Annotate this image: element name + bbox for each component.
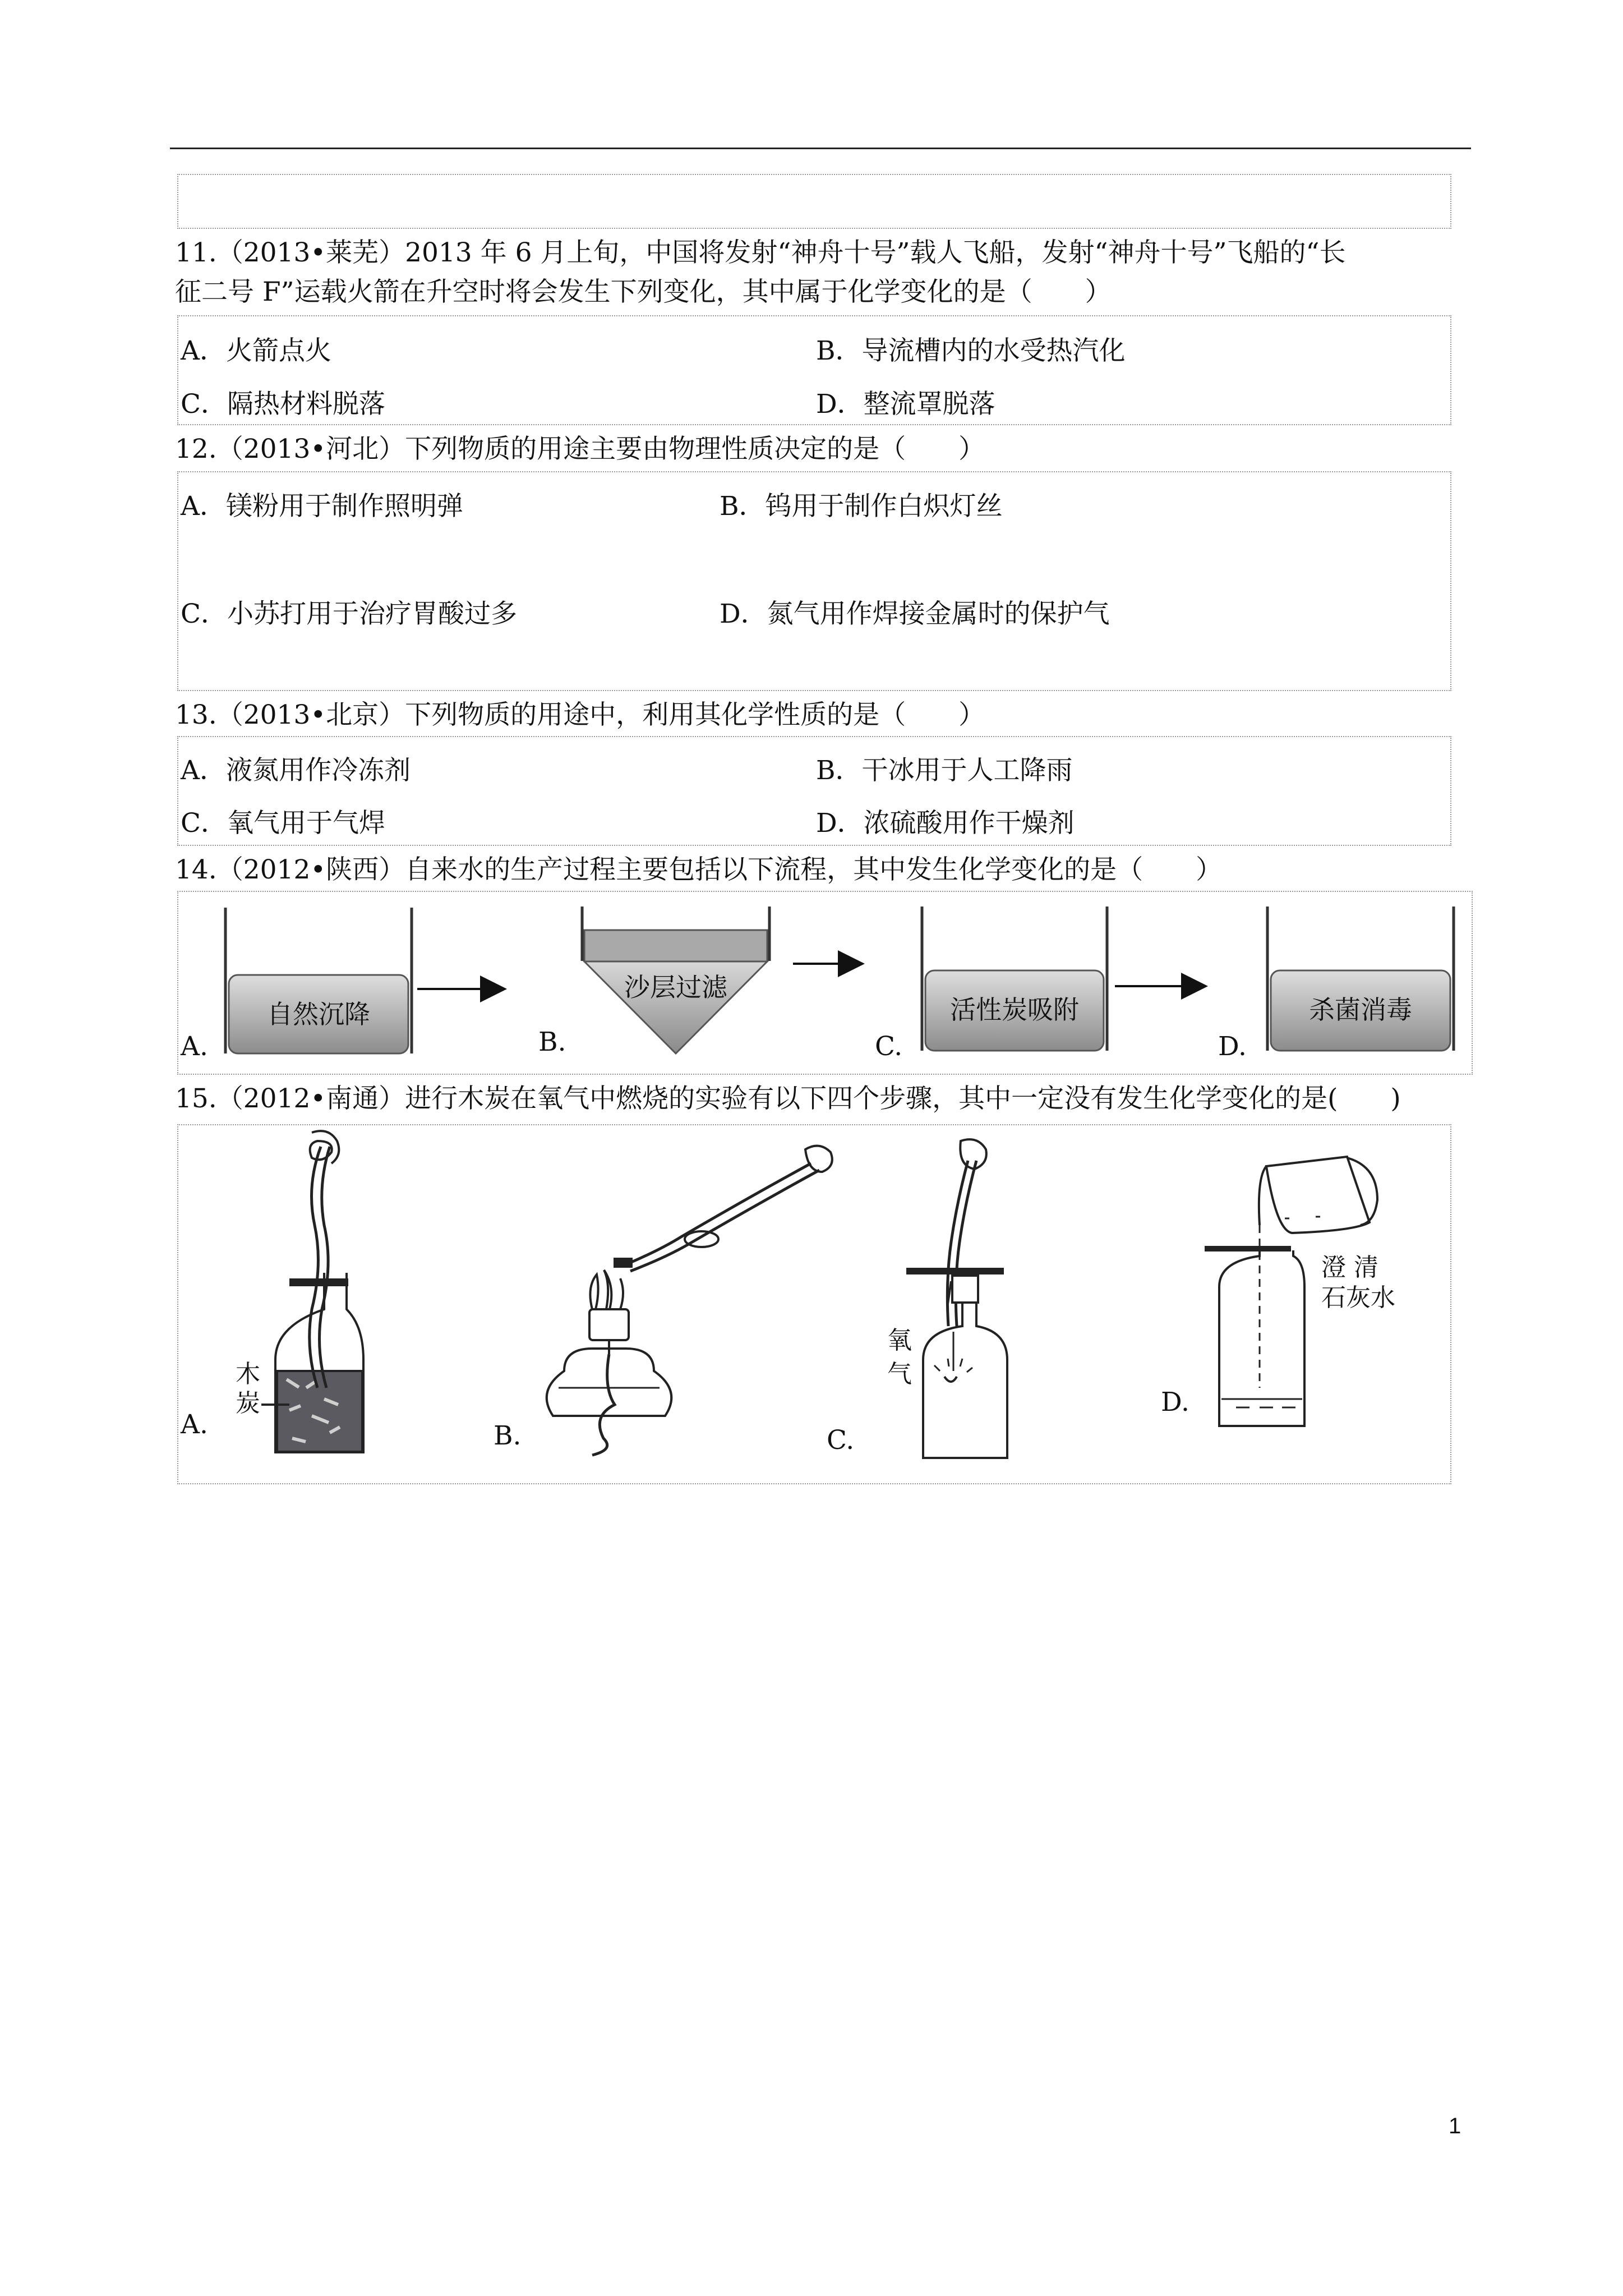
adsorption-container [922,907,1107,1051]
q15-option-b[interactable]: B. [494,1420,522,1451]
q15-option-d[interactable]: D. [1161,1387,1189,1418]
step-settling-label: 自然沉降 [267,999,370,1029]
header-rule [170,148,1471,149]
q13-option-b[interactable]: B．干冰用于人工降雨 [816,755,1073,786]
figure-d-limewater-label-1: 澄 清 [1321,1253,1378,1282]
q11-option-b[interactable]: B．导流槽内的水受热汽化 [816,335,1126,366]
q14-option-a[interactable]: A. [181,1031,208,1062]
q13-stem-line1: 13.（2013•北京）下列物质的用途中，利用其化学性质的是（ ） [175,700,985,730]
settling-container [225,908,412,1053]
q12-option-c[interactable]: C．小苏打用于治疗胃酸过多 [181,599,517,629]
figure-c-oxygen-label-1: 氧 [887,1326,912,1355]
figure-c-oxygen-jar [906,1139,1007,1458]
q12-option-b[interactable]: B．钨用于制作白炽灯丝 [720,491,1003,522]
figure-a-charcoal-jar [261,1131,363,1452]
q13-option-d[interactable]: D．浓硫酸用作干燥剂 [816,808,1075,839]
filtering-funnel [582,907,769,1053]
figure-a-charcoal-label-1: 木 [236,1360,260,1388]
q11-stem-line1: 11.（2013•莱芜）2013 年 6 月上旬，中国将发射“神舟十号”载人飞船，发射“神舟十号”飞船的“长 [175,237,1346,268]
figure-b-alcohol-lamp [547,1146,832,1455]
q12-option-d[interactable]: D．氮气用作焊接金属时的保护气 [720,599,1110,629]
q15-option-c[interactable]: C. [827,1425,855,1456]
q14-stem-line1: 14.（2012•陕西）自来水的生产过程主要包括以下流程，其中发生化学变化的是（ ） [175,854,1223,885]
q13-option-a[interactable]: A．液氮用作冷冻剂 [181,755,411,786]
q14-option-b[interactable]: B. [538,1027,566,1057]
figure-a-charcoal-label-2: 炭 [236,1389,260,1418]
empty-answer-box [177,174,1451,229]
q14-option-d[interactable]: D. [1218,1031,1247,1062]
page-number: 1 [1449,2114,1461,2138]
q11-stem-line2: 征二号 F”运载火箭在升空时将会发生下列变化，其中属于化学变化的是（ ） [175,277,1112,307]
q15-experiment-figures [177,1124,1451,1484]
step-disinfection-label: 杀菌消毒 [1309,995,1412,1025]
figure-c-oxygen-label-2: 气 [887,1360,912,1388]
q11-option-d[interactable]: D．整流罩脱落 [816,389,995,420]
q14-option-c[interactable]: C. [875,1031,903,1062]
step-adsorption-label: 活性炭吸附 [950,995,1079,1025]
q11-option-a[interactable]: A．火箭点火 [181,335,331,366]
q12-stem-line1: 12.（2013•河北）下列物质的用途主要由物理性质决定的是（ ） [175,434,985,464]
q11-option-c[interactable]: C．隔热材料脱落 [181,389,385,420]
q12-option-a[interactable]: A．镁粉用于制作照明弹 [181,491,463,522]
q15-option-a[interactable]: A. [181,1409,208,1440]
figure-d-limewater-label-2: 石灰水 [1321,1283,1395,1312]
q13-option-c[interactable]: C．氧气用于气焊 [181,808,385,839]
step-filtering-label: 沙层过滤 [624,972,727,1002]
q14-flow-diagram [177,891,1473,1075]
q15-stem-line1: 15.（2012•南通）进行木炭在氧气中燃烧的实验有以下四个步骤，其中一定没有发生化学变化的是( ) [175,1083,1401,1114]
disinfection-container [1267,907,1454,1051]
